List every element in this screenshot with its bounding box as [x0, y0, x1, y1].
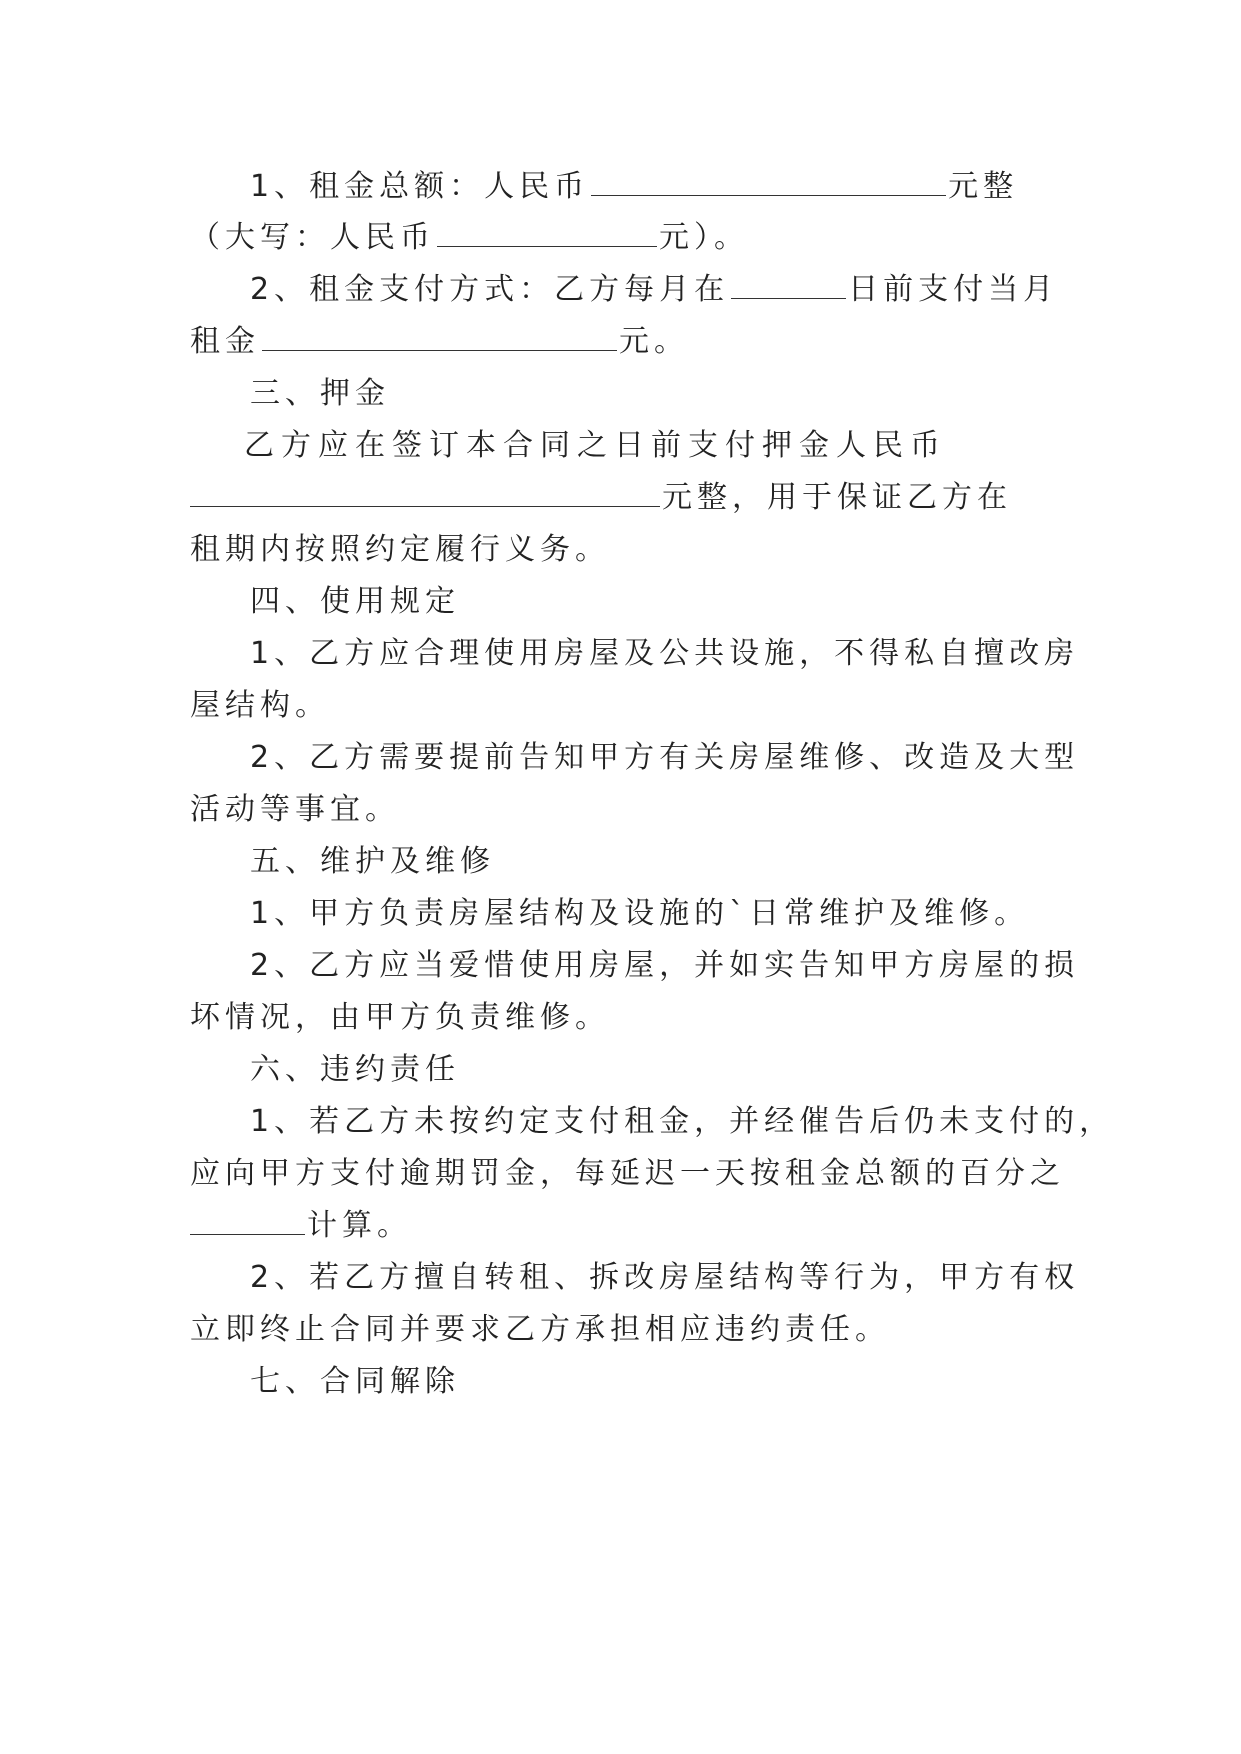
usage-rule-2-line-2: 活动等事宜。	[190, 792, 400, 827]
deposit-char: 民	[873, 428, 903, 463]
liability-rule-1-line-1: 1、若乙方未按约定支付租金，并经催告后仍未支付的，	[250, 1104, 1115, 1139]
section-deposit-heading: 三、押金	[250, 376, 390, 411]
deposit-char: 本	[466, 428, 496, 463]
deposit-char: 签	[392, 428, 422, 463]
section-usage-heading: 四、使用规定	[250, 584, 460, 619]
usage-rule-2-line-1: 2、乙方需要提前告知甲方有关房屋维修、改造及大型	[250, 740, 1080, 775]
deposit-char: 订	[429, 428, 459, 463]
maintenance-rule-1: 1、甲方负责房屋结构及设施的`日常维护及维修。	[250, 896, 1030, 931]
payment-day-blank[interactable]	[731, 272, 846, 299]
rent-total-line	[250, 167, 1050, 207]
deposit-char: 币	[910, 428, 940, 463]
usage-rule-1-line-1: 1、乙方应合理使用房屋及公共设施，不得私自擅改房	[250, 636, 1080, 671]
liability-rule-1-line-3	[190, 1206, 1050, 1246]
deposit-purpose-line: 租期内按照约定履行义务。	[190, 532, 610, 567]
penalty-rate-blank[interactable]	[190, 1208, 305, 1235]
rent-capital-label: （大写：人民币	[190, 220, 435, 255]
payment-method-label: 2、租金支付方式：乙方每月在	[250, 272, 730, 307]
rent-total-label: 1、租金总额：人民币	[250, 169, 590, 204]
deposit-char: 应	[318, 428, 348, 463]
liability-rule-2-line-1: 2、若乙方擅自转租、拆改房屋结构等行为，甲方有权	[250, 1260, 1080, 1295]
monthly-rent-label: 租金	[190, 324, 260, 359]
deposit-char: 合	[503, 428, 533, 463]
payment-method-line	[250, 270, 1059, 310]
monthly-rent-unit: 元。	[619, 324, 689, 359]
maintenance-rule-2-line-2: 坏情况，由甲方负责维修。	[190, 1000, 610, 1035]
section-termination-heading: 七、合同解除	[250, 1364, 460, 1399]
rent-total-blank[interactable]	[591, 169, 946, 196]
maintenance-rule-2-line-1: 2、乙方应当爱惜使用房屋，并如实告知甲方房屋的损	[250, 948, 1080, 983]
deposit-char: 在	[355, 428, 385, 463]
deposit-char: 同	[540, 428, 570, 463]
deposit-char: 前	[651, 428, 681, 463]
rent-capital-blank[interactable]	[437, 220, 657, 247]
deposit-amount-blank[interactable]	[190, 480, 660, 507]
deposit-char: 付	[725, 428, 755, 463]
liability-rule-2-line-2: 立即终止合同并要求乙方承担相应违约责任。	[190, 1312, 890, 1347]
liability-rule-1-line-2: 应向甲方支付逾期罚金，每延迟一天按租金总额的百分之	[190, 1156, 1065, 1191]
rent-total-capital-line	[190, 218, 1050, 258]
section-maintenance-heading: 五、维护及维修	[250, 844, 495, 879]
deposit-char: 人	[836, 428, 866, 463]
deposit-char: 日	[614, 428, 644, 463]
rent-capital-unit: 元）。	[659, 220, 749, 255]
deposit-sentence-line	[244, 426, 940, 466]
deposit-char: 乙	[244, 428, 274, 463]
rent-total-unit: 元整	[948, 169, 1019, 204]
deposit-char: 支	[688, 428, 718, 463]
payment-day-suffix: 日前支付当月	[848, 272, 1059, 307]
deposit-amount-suffix: 元整，用于保证乙方在	[662, 480, 1012, 515]
usage-rule-1-line-2: 屋结构。	[190, 688, 330, 723]
deposit-char: 之	[577, 428, 607, 463]
monthly-rent-line	[190, 322, 1050, 362]
deposit-amount-line	[190, 478, 1050, 518]
monthly-rent-blank[interactable]	[262, 324, 617, 351]
deposit-char: 押	[762, 428, 792, 463]
penalty-rate-suffix: 计算。	[307, 1208, 412, 1243]
deposit-char: 金	[799, 428, 829, 463]
deposit-char: 方	[281, 428, 311, 463]
section-liability-heading: 六、违约责任	[250, 1052, 460, 1087]
